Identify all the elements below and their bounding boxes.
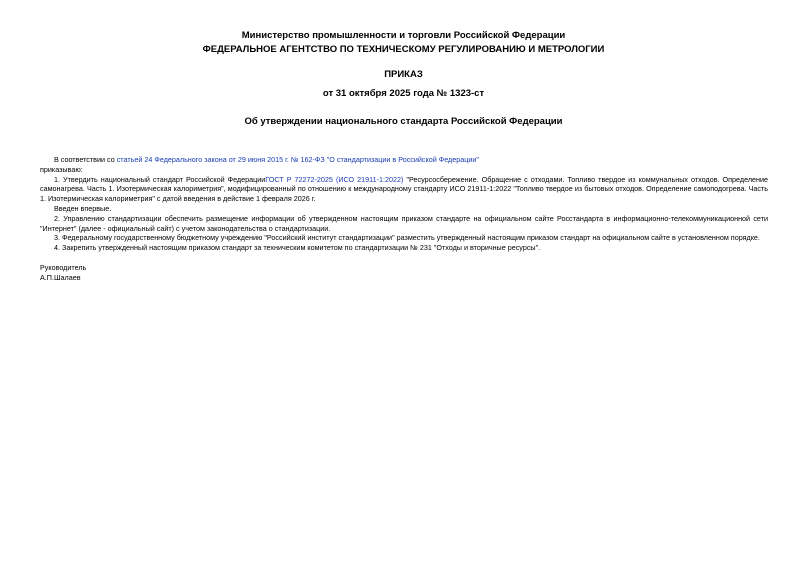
intro-prefix: В соответствии со	[54, 155, 117, 164]
p1-prefix: 1. Утвердить национальный стандарт Российской Федерации	[54, 174, 266, 184]
law-link[interactable]: статьей 24 Федерального закона от 29 июня 2015 г. № 162-ФЗ "О стандартизации в Российской Федерации"	[116, 155, 479, 164]
paragraph-3: 3. Федеральному государственному бюджетному учреждению "Российский институт стандартизации" разместить утвержденный настоящим приказом стандарт на официальном сайте в установленном порядке.	[54, 233, 760, 243]
paragraph-2: 2. Управлению стандартизации обеспечить размещение информации об утвержденном настоящим приказом стандарте на официальном сайте Росстандарта в информационно-телекоммуникационной сети "Интернет" (далее - официальный сайт) с учетом законодательства о стандартизации.	[40, 213, 768, 233]
paragraph-4: 4. Закрепить утвержденный настоящим приказом стандарт за техническим комитетом по стандартизации № 231 "Отходы и вторичные ресурсы".	[54, 243, 541, 253]
document-title: Об утверждении национального стандарта Российской Федерации	[244, 116, 563, 127]
signature-position: Руководитель	[40, 262, 87, 272]
agency-heading: ФЕДЕРАЛЬНОЕ АГЕНТСТВО ПО ТЕХНИЧЕСКОМУ РЕГУЛИРОВАНИЮ И МЕТРОЛОГИИ	[202, 44, 605, 55]
signature-name: А.П.Шалаев	[40, 272, 81, 282]
document-body	[40, 155, 768, 283]
paragraph-1-note: Введен впервые.	[54, 203, 112, 213]
order-word: приказываю:	[40, 164, 83, 174]
gost-link[interactable]: ГОСТ Р 72272-2025 (ИСО 21911-1:2022)	[265, 174, 404, 184]
date-line: от 31 октября 2025 года № 1323-ст	[322, 88, 485, 99]
doc-type-heading: ПРИКАЗ	[384, 69, 423, 80]
paragraph-1	[40, 175, 768, 204]
ministry-heading: Министерство промышленности и торговли Российской Федерации	[241, 30, 566, 41]
p1-suffix: "Ресурсосбережение. Обращение с отходами. Топливо твердое из коммунальных отходов. Определение самонагрева. Часть 1. Изотермическая калориметрия", модифицированный по отношению к международному стандарту ИСО 21911-1:2022 "Топливо твердое из бытовых отходов. Определение самоподогрева. Часть 1. Изотермическая калориметрия" с датой введения в действие 1 февраля 2026 г.	[40, 174, 768, 204]
intro-paragraph	[40, 155, 768, 165]
